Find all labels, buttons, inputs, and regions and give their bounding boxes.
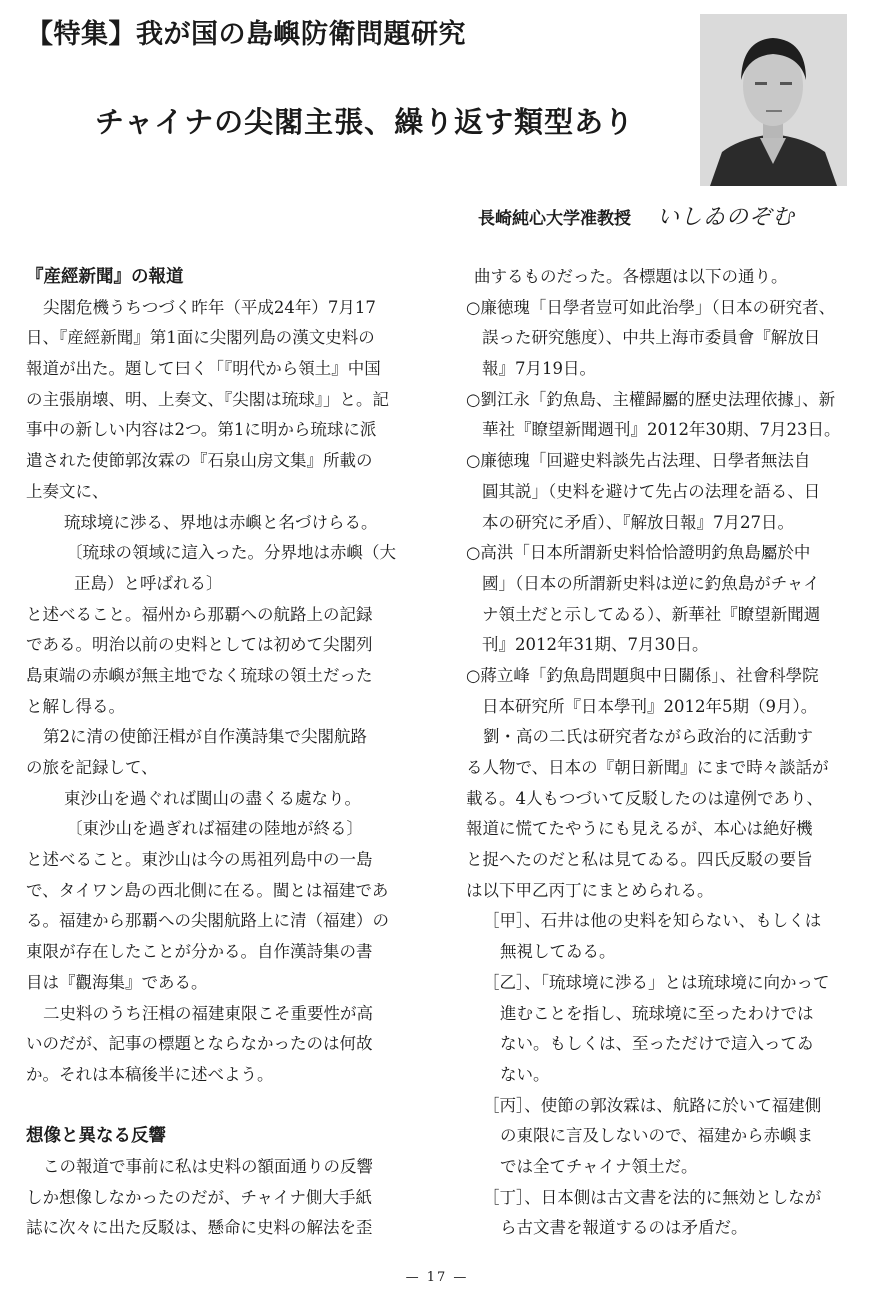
list-item-cont: 國」（日本の所謂新史料は逆に釣魚島がチャイ xyxy=(482,573,820,593)
point-item-cont: 無視してゐる。 xyxy=(500,942,616,962)
list-item-cont: 刊』2012年31期、7月30日。 xyxy=(482,635,709,655)
list-item-cont: 本の研究に矛盾）、『解放日報』7月27日。 xyxy=(482,512,794,532)
text-line: いのだが、記事の標題とならなかったのは何故 xyxy=(26,1034,373,1054)
text-line: 事中の新しい内容は2つ。第1に明から琉球に派 xyxy=(26,420,377,440)
list-item: ○廉徳瑰「日學者豈可如此治學」（日本の研究者、 xyxy=(466,297,836,317)
point-item: ［丁］、日本側は古文書を法的に無効としなが xyxy=(483,1187,822,1207)
point-item: ［甲］、石井は他の史料を知らない、もしくは xyxy=(483,911,822,931)
list-item-cont: 報』7月19日。 xyxy=(482,359,596,379)
text-line: と述べること。福州から那覇への航路上の記録 xyxy=(26,604,373,624)
author-name: いしゐのぞむ xyxy=(657,205,796,230)
point-item-cont: 進むことを指し、琉球境に至ったわけでは xyxy=(500,1003,814,1023)
text-line: 載る。4人もつづいて反駁したのは違例であり、 xyxy=(466,788,823,808)
text-line: る。福建から那覇への尖閣航路上に清（福建）の xyxy=(26,911,389,931)
text-line: 日、『産經新聞』第1面に尖閣列島の漢文史料の xyxy=(26,328,375,348)
quote-line: 琉球境に渉る、界地は赤嶼と名づけらる。 xyxy=(64,512,378,532)
text-line: 曲するものだった。各標題は以下の通り。 xyxy=(474,267,788,286)
list-item-cont: 華社『瞭望新聞週刊』2012年30期、7月23日。 xyxy=(482,420,841,440)
text-line: この報道で事前に私は史料の額面通りの反響 xyxy=(43,1156,373,1176)
text-line: る人物で、日本の『朝日新聞』にまで時々談話が xyxy=(466,758,829,777)
text-line: 第2に清の使節汪楫が自作漢詩集で尖閣航路 xyxy=(43,727,367,747)
section-gap xyxy=(26,1091,411,1122)
section-label: 【特集】我が国の島嶼防衛問題研究 xyxy=(26,19,466,50)
point-item-cont: ら古文書を報道するのは矛盾だ。 xyxy=(500,1218,748,1238)
text-line: の旅を記録して、 xyxy=(26,758,158,777)
left-column xyxy=(26,262,411,1244)
text-line: 上奏文に、 xyxy=(26,481,109,501)
section-heading: 『産經新聞』の報道 xyxy=(26,267,184,287)
text-line: 報道に慌てたやうにも見えるが、本心は絶好機 xyxy=(466,819,813,839)
list-item: ○劉江永「釣魚島、主權歸屬的歷史法理依據」、新 xyxy=(466,389,836,409)
list-item-cont: 圓其説」（史料を避けて先占の法理を語る、日 xyxy=(482,481,821,501)
author-byline xyxy=(478,200,795,231)
text-line: 遣された使節郭汝霖の『石泉山房文集』所載の xyxy=(26,451,373,471)
text-line: は以下甲乙丙丁にまとめられる。 xyxy=(466,880,714,900)
list-item: ○廉徳瑰「回避史料談先占法理、日學者無法自 xyxy=(466,451,811,471)
point-item-cont: ない。 xyxy=(500,1064,550,1084)
article-title: チャイナの尖閣主張、繰り返す類型あり xyxy=(95,105,635,139)
text-line: と述べること。東沙山は今の馬祖列島中の一島 xyxy=(26,850,373,870)
text-line: しか想像しなかったのだが、チャイナ側大手紙 xyxy=(26,1187,373,1207)
point-item-cont: では全てチャイナ領土だ。 xyxy=(500,1156,698,1176)
point-item: ［乙］、「琉球境に渉る」とは琉球境に向かって xyxy=(483,972,830,992)
text-line: 東限が存在したことが分かる。自作漢詩集の書 xyxy=(26,942,373,962)
text-line: 誌に次々に出た反駁は、懸命に史料の解法を歪 xyxy=(26,1218,373,1238)
quote-translation: 正島）と呼ばれる〕 xyxy=(74,573,223,593)
text-line: 島東端の赤嶼が無主地でなく琉球の領土だった xyxy=(26,665,373,685)
list-item-cont: ナ領土だと示してゐる）、新華社『瞭望新聞週 xyxy=(482,604,821,624)
text-line: 二史料のうち汪楫の福建東限こそ重要性が高 xyxy=(43,1003,373,1023)
text-line: 目は『觀海集』である。 xyxy=(26,972,208,992)
text-line: と捉へたのだと私は見てゐる。四氏反駁の要旨 xyxy=(466,850,813,870)
right-column xyxy=(466,262,848,1244)
list-item: ○高洪「日本所謂新史料恰恰證明釣魚島屬於中 xyxy=(466,543,811,563)
text-line: と解し得る。 xyxy=(26,696,125,716)
quote-line: 東沙山を過ぐれば閩山の盡くる處なり。 xyxy=(64,788,361,808)
quote-translation: 〔琉球の領域に這入った。分界地は赤嶼（大 xyxy=(66,543,396,563)
text-line: である。明治以前の史料としては初めて尖閣列 xyxy=(26,635,373,655)
author-affiliation: 長崎純心大学准教授 xyxy=(478,209,631,229)
text-line: 尖閣危機うちつづく昨年（平成24年）7月17 xyxy=(43,297,376,317)
list-item-cont: 誤った研究態度）、中共上海市委員會『解放日 xyxy=(482,328,821,348)
text-line: 報道が出た。題して曰く「『明代から領土』中国 xyxy=(26,359,381,379)
text-line: の主張崩壊、明、上奏文、『尖閣は琉球』」と。記 xyxy=(26,389,389,409)
author-photo xyxy=(700,14,847,186)
text-line: 劉・高の二氏は研究者ながら政治的に活動す xyxy=(483,727,813,747)
quote-translation: 〔東沙山を過ぎれば福建の陸地が終る〕 xyxy=(66,819,363,839)
list-item: ○蔣立峰「釣魚島問題與中日關係」、社會科學院 xyxy=(466,665,819,685)
point-item: ［丙］、使節の郭汝霖は、航路に於いて福建側 xyxy=(483,1095,822,1115)
point-item-cont: ない。もしくは、至っただけで這入ってゐ xyxy=(500,1034,814,1054)
point-item-cont: の東限に言及しないので、福建から赤嶼ま xyxy=(500,1126,814,1146)
text-line: か。それは本稿後半に述べよう。 xyxy=(26,1064,274,1084)
section-heading: 想像と異なる反響 xyxy=(26,1126,166,1147)
text-line: で、タイワン島の西北側に在る。閩とは福建であ xyxy=(26,880,389,900)
list-item-cont: 日本研究所『日本學刊』2012年5期（9月）。 xyxy=(482,696,818,716)
page-number: — 17 — xyxy=(405,1270,469,1285)
